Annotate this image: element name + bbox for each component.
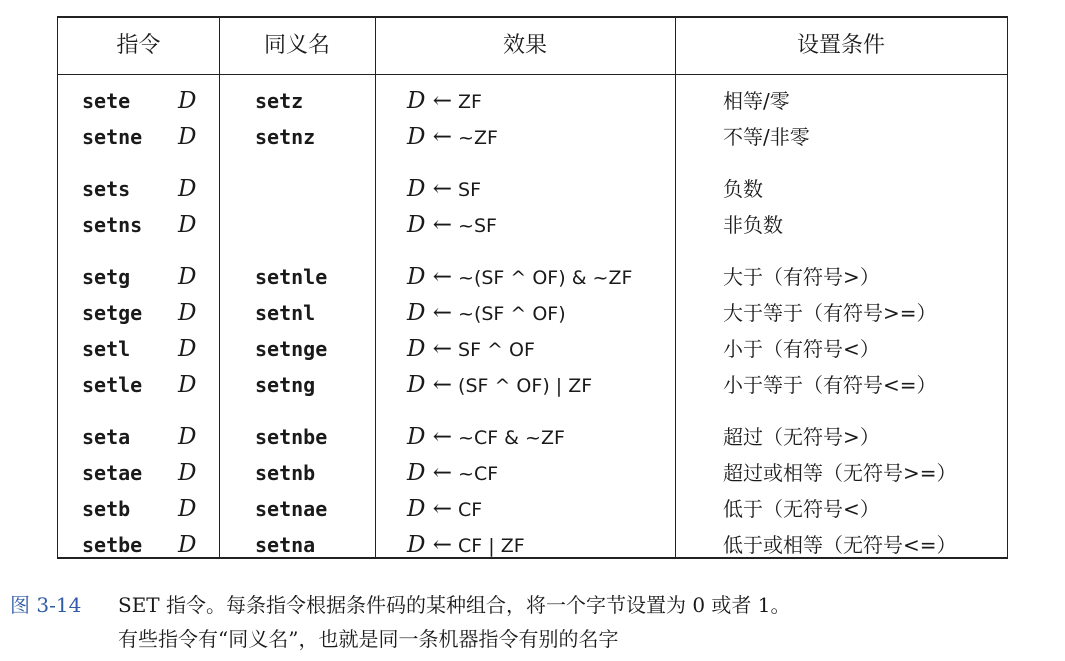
synonym-name: setz <box>255 89 304 113</box>
effect-expression: ~(SF ^ OF) <box>458 303 566 325</box>
instruction-name: setg <box>82 265 131 289</box>
effect-expression: ~SF <box>458 215 497 237</box>
table-row <box>58 120 1007 154</box>
operand-d: D <box>178 300 197 326</box>
operand-d: D <box>178 336 197 362</box>
figure-caption <box>10 588 1060 656</box>
table-row <box>58 260 1007 294</box>
effect-expression: ~CF <box>458 463 499 485</box>
effect-prefix: D ← <box>407 264 453 290</box>
effect-cell <box>407 368 592 403</box>
table-row <box>58 332 1007 366</box>
instruction-name: sete <box>82 89 131 113</box>
effect-cell <box>407 84 482 119</box>
synonym-name: setng <box>255 373 316 397</box>
operand-d: D <box>178 496 197 522</box>
synonym-name: setnae <box>255 497 328 521</box>
instruction-name: setns <box>82 213 143 237</box>
synonym-name: setnb <box>255 461 316 485</box>
effect-cell <box>407 260 632 295</box>
operand-d: D <box>178 460 197 486</box>
effect-prefix: D ← <box>407 460 453 486</box>
operand-d: D <box>178 212 197 238</box>
operand-d: D <box>178 124 197 150</box>
effect-cell <box>407 332 535 367</box>
caption-text-1: SET 指令。每条指令根据条件码的某种组合，将一个字节设置为 0 或者 1。 <box>118 593 791 617</box>
table-row <box>58 84 1007 118</box>
synonym-name: setnl <box>255 301 316 325</box>
effect-expression: ~ZF <box>458 127 498 149</box>
effect-cell <box>407 492 482 527</box>
instruction-name: seta <box>82 425 131 449</box>
header-condition: 设置条件 <box>796 33 885 58</box>
synonym-name: setnz <box>255 125 316 149</box>
condition-text: 低于或相等（无符号<=） <box>723 533 957 557</box>
instruction-name: setbe <box>82 533 143 557</box>
condition-text: 负数 <box>723 177 763 201</box>
effect-prefix: D ← <box>407 176 453 202</box>
effect-cell <box>407 208 497 243</box>
synonym-name: setnbe <box>255 425 328 449</box>
table-row <box>58 368 1007 402</box>
condition-text: 小于（有符号<） <box>723 337 880 361</box>
effect-prefix: D ← <box>407 372 453 398</box>
instruction-name: setae <box>82 461 143 485</box>
header-synonym: 同义名 <box>263 33 330 58</box>
instruction-name: setb <box>82 497 131 521</box>
instruction-name: setle <box>82 373 143 397</box>
table-row <box>58 208 1007 242</box>
table-row <box>58 296 1007 330</box>
condition-text: 大于（有符号>） <box>723 265 880 289</box>
effect-cell <box>407 456 498 491</box>
operand-d: D <box>178 424 197 450</box>
instruction-name: setge <box>82 301 143 325</box>
effect-expression: (SF ^ OF) | ZF <box>458 375 593 397</box>
condition-text: 超过或相等（无符号>=） <box>723 461 957 485</box>
condition-text: 低于（无符号<） <box>723 497 880 521</box>
instruction-name: setne <box>82 125 143 149</box>
effect-cell <box>407 296 566 331</box>
effect-prefix: D ← <box>407 496 453 522</box>
header-instruction: 指令 <box>116 33 161 58</box>
set-instructions-table <box>57 16 1008 559</box>
condition-text: 非负数 <box>723 213 783 237</box>
effect-expression: ~CF & ~ZF <box>458 427 565 449</box>
operand-d: D <box>178 88 197 114</box>
effect-prefix: D ← <box>407 532 453 558</box>
condition-text: 不等/非零 <box>723 125 810 149</box>
effect-prefix: D ← <box>407 212 453 238</box>
effect-expression: SF <box>458 179 482 201</box>
instruction-name: sets <box>82 177 131 201</box>
condition-text: 超过（无符号>） <box>723 425 880 449</box>
effect-prefix: D ← <box>407 300 453 326</box>
synonym-name: setnle <box>255 265 328 289</box>
effect-expression: ~(SF ^ OF) & ~ZF <box>458 267 633 289</box>
condition-text: 大于等于（有符号>=） <box>723 301 937 325</box>
effect-expression: CF <box>458 499 483 521</box>
effect-cell <box>407 528 525 563</box>
effect-prefix: D ← <box>407 88 453 114</box>
operand-d: D <box>178 176 197 202</box>
table-row <box>58 172 1007 206</box>
effect-cell <box>407 420 565 455</box>
condition-text: 小于等于（有符号<=） <box>723 373 937 397</box>
operand-d: D <box>178 372 197 398</box>
operand-d: D <box>178 532 197 558</box>
effect-prefix: D ← <box>407 124 453 150</box>
effect-cell <box>407 172 481 207</box>
header-effect: 效果 <box>502 33 547 58</box>
instruction-name: setl <box>82 337 131 361</box>
effect-expression: SF ^ OF <box>458 339 535 361</box>
header-divider <box>58 74 1007 75</box>
table-row <box>58 492 1007 526</box>
figure-label: 图 3-14 <box>10 593 82 617</box>
table-row <box>58 456 1007 490</box>
caption-line-1 <box>10 588 1060 622</box>
table-row <box>58 528 1007 562</box>
table-row <box>58 420 1007 454</box>
condition-text: 相等/零 <box>723 89 790 113</box>
effect-expression: ZF <box>458 91 482 113</box>
effect-expression: CF | ZF <box>458 535 525 557</box>
effect-prefix: D ← <box>407 424 453 450</box>
synonym-name: setna <box>255 533 316 557</box>
synonym-name: setnge <box>255 337 328 361</box>
caption-line-2: 有些指令有“同义名”，也就是同一条机器指令有别的名字 <box>118 627 619 651</box>
operand-d: D <box>178 264 197 290</box>
effect-prefix: D ← <box>407 336 453 362</box>
effect-cell <box>407 120 498 155</box>
